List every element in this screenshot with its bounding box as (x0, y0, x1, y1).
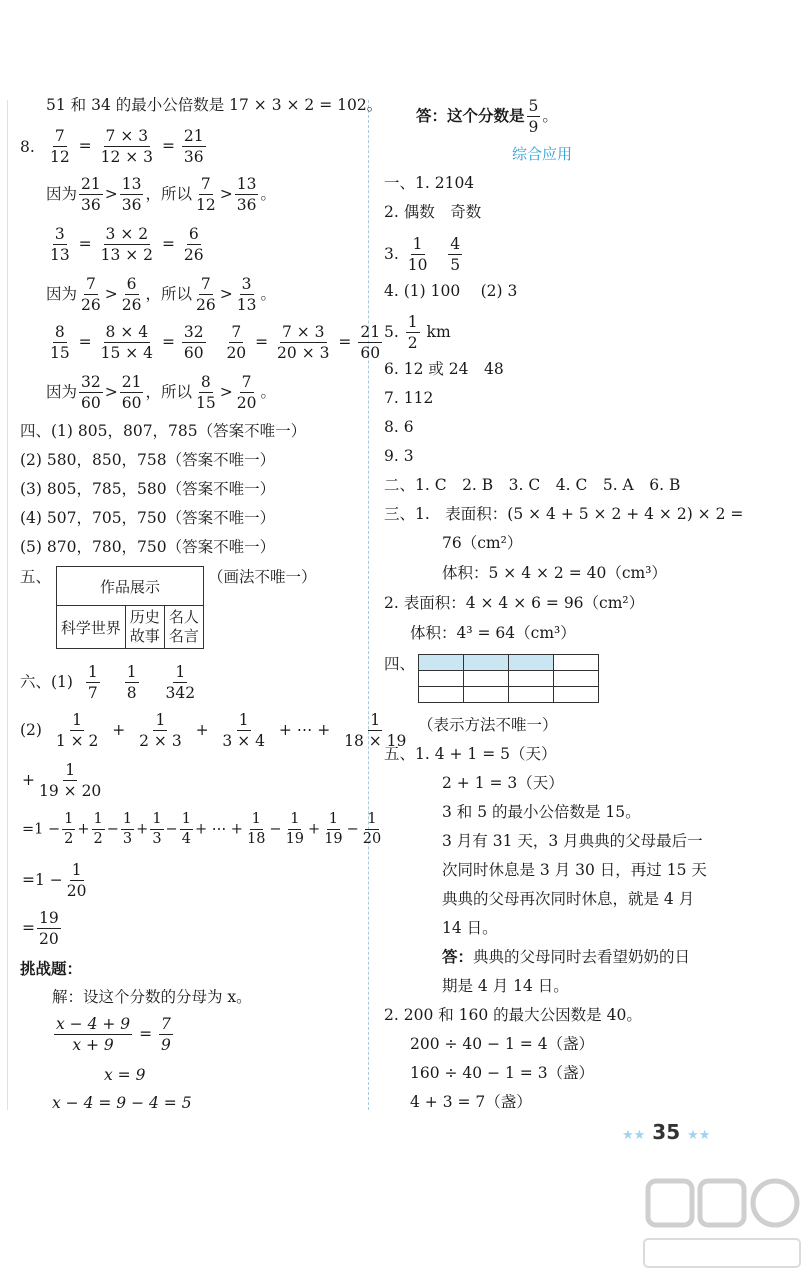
s6-step: =1 − $\frac{1}{20}$ (22, 861, 87, 901)
r-one-6: 6. 12 或 24 48 (384, 360, 504, 378)
s5-note: （画法不唯一） (208, 568, 317, 586)
s6-part1: 六、(1) $\frac{1}{7}$ $\frac{1}{8}$ $\frac{1}{342}$ (20, 663, 196, 703)
cell-works-display: 作品展示 (57, 567, 204, 606)
r-two: 二、1. C 2. B 3. C 4. C 5. A 6. B (384, 476, 681, 494)
left-margin-rule (7, 100, 8, 1110)
star-icon: ★ (687, 1128, 699, 1143)
grid-cell (509, 671, 554, 687)
r-five-11: 200 ÷ 40 − 1 = 4（盏） (410, 1035, 595, 1053)
r-four-label: 四、 (384, 655, 416, 673)
r-three-2a: 2. 表面积：4 × 4 × 6 = 96（cm²） (384, 594, 645, 612)
r-one-8: 8. 6 (384, 418, 414, 436)
r-three-2b: 体积：4³ = 64（cm³） (410, 624, 576, 642)
section-title-comprehensive: 综合应用 (512, 145, 573, 163)
r-five-7: 14 日。 (442, 919, 498, 937)
r-five-8: 答：典典的父母同时去看望奶奶的日 (442, 948, 691, 966)
r-five-2: 2 + 1 = 3（天） (442, 774, 564, 792)
s4-line-4: (4) 507，705，750（答案不唯一） (20, 509, 276, 527)
q8-eq3: $\frac{8}{15}$ = $\frac{8 \times 4}{15 \times 4}$ = $\frac{32}{60}$ $\frac{7}{20}$ = $\frac{7 \times 3}{20 \times 3}$ = $\frac{21}{60}$ (50, 323, 381, 363)
r-one-9: 9. 3 (384, 447, 414, 465)
r-one-7: 7. 112 (384, 389, 434, 407)
grid-cell (509, 687, 554, 703)
challenge-heading: 挑战题： (20, 960, 83, 978)
s6-part3: + $\frac{1}{19 \times 20}$ (22, 761, 102, 801)
s5-label: 五、 (20, 568, 52, 586)
cell-science-world: 科学世界 (57, 606, 126, 649)
r-three-1a: 三、1. 表面积：(5 × 4 + 5 × 2 + 4 × 2) × 2 = (384, 505, 744, 523)
r-five-13: 4 + 3 = 7（盏） (410, 1093, 532, 1111)
solution-equation: $\frac{x - 4 + 9}{x + 9}$ = $\frac{7}{9}$ (56, 1015, 171, 1055)
q8-eq1: $\frac{7}{12}$ = $\frac{7 \times 3}{12 \times 3}$ = $\frac{21}{36}$ (50, 127, 204, 167)
q8-compare3: 因为 $\frac{32}{60}$ > $\frac{21}{60}$ ，所以 $\frac{8}{15}$ > $\frac{7}{20}$ 。 (46, 373, 276, 413)
r-three-1c: 体积：5 × 4 × 2 = 40（cm³） (442, 564, 667, 582)
s6-result: = $\frac{19}{20}$ (22, 909, 59, 949)
r-one-4: 4. (1) 100 (2) 3 (384, 282, 518, 300)
r-five-9: 期是 4 月 14 日。 (442, 977, 569, 995)
q8-number: 8. (20, 138, 35, 156)
s6-part2: (2) $\frac{1}{1 \times 2}$ + $\frac{1}{2 \times 3}$ + $\frac{1}{3 \times 4}$ + ⋯ + $\frac{1}{18 \times 19}$ (20, 711, 407, 751)
r-five-10: 2. 200 和 160 的最大公因数是 40。 (384, 1006, 642, 1024)
lcm-line: 51 和 34 的最小公倍数是 17 × 3 × 2 = 102。 (46, 96, 383, 114)
q8-eq2: $\frac{3}{13}$ = $\frac{3 \times 2}{13 \times 2}$ = $\frac{6}{26}$ (50, 225, 204, 265)
solution-intro: 解：设这个分数的分母为 x。 (52, 988, 252, 1006)
r-one-3: 3. $\frac{1}{10}$ $\frac{4}{5}$ (384, 235, 461, 275)
r-three-1b: 76（cm²） (442, 534, 523, 552)
star-icon: ★ (622, 1128, 634, 1143)
column-divider (368, 100, 369, 1110)
page-number: ★★ 35 ★★ (622, 1120, 711, 1144)
grid-cell (554, 687, 599, 703)
r-five-1: 五、1. 4 + 1 = 5（天） (384, 745, 557, 763)
r-four-note: （表示方法不唯一） (418, 716, 558, 734)
grid-cell (419, 655, 464, 671)
grid-cell (419, 687, 464, 703)
s4-line-2: (2) 580，850，758（答案不唯一） (20, 451, 276, 469)
s4-line-3: (3) 805，785，580（答案不唯一） (20, 480, 276, 498)
grid-cell (464, 687, 509, 703)
answer-fraction: 答：这个分数是 $\frac{5}{9}$ 。 (416, 97, 558, 137)
q8-compare1: 因为 $\frac{21}{36}$ > $\frac{13}{36}$ ，所以 $\frac{7}{12}$ > $\frac{13}{36}$ 。 (46, 175, 276, 215)
star-icon: ★ (633, 1128, 646, 1143)
cell-famous-quotes: 名人 名言 (164, 606, 203, 649)
watermark-logo (640, 1175, 805, 1275)
r-five-4: 3 月有 31 天，3 月典典的父母最后一 (442, 832, 703, 850)
r-one-5: 5. $\frac{1}{2}$ km (384, 313, 451, 353)
grid-cell (509, 655, 554, 671)
r-five-12: 160 ÷ 40 − 1 = 3（盏） (410, 1064, 595, 1082)
s4-line-5: (5) 870，780，750（答案不唯一） (20, 538, 276, 556)
grid-cell (554, 655, 599, 671)
grid-cell (464, 671, 509, 687)
s4-line-1: 四、(1) 805，807，785（答案不唯一） (20, 422, 307, 440)
grid-cell (419, 671, 464, 687)
s6-telescoping: =1 − $\frac{1}{2}$ + $\frac{1}{2}$ − $\frac{1}{3}$ + $\frac{1}{3}$ − $\frac{1}{4}$ + ⋯ + $\frac{1}{18}$ − $\frac{1}{19}$ + $\frac{1}{19}$ − $\frac{1}{20}$ (22, 811, 382, 848)
r-one-2: 2. 偶数 奇数 (384, 203, 482, 221)
x-minus-4: x − 4 = 9 − 4 = 5 (52, 1094, 192, 1112)
r-five-5: 次同时休息是 3 月 30 日，再过 15 天 (442, 861, 707, 879)
r-one-1: 一、1. 2104 (384, 174, 475, 192)
star-icon: ★ (698, 1128, 711, 1143)
works-display-table (56, 566, 204, 649)
r-five-6: 典典的父母再次同时休息，就是 4 月 (442, 890, 695, 908)
q8-compare2: 因为 $\frac{7}{26}$ > $\frac{6}{26}$ ，所以 $\frac{7}{26}$ > $\frac{3}{13}$ 。 (46, 275, 276, 315)
grid-cell (554, 671, 599, 687)
r-five-3: 3 和 5 的最小公倍数是 15。 (442, 803, 641, 821)
fraction-grid (418, 654, 599, 703)
grid-cell (464, 655, 509, 671)
x-value: x = 9 (104, 1066, 146, 1084)
cell-history-stories: 历史 故事 (125, 606, 164, 649)
